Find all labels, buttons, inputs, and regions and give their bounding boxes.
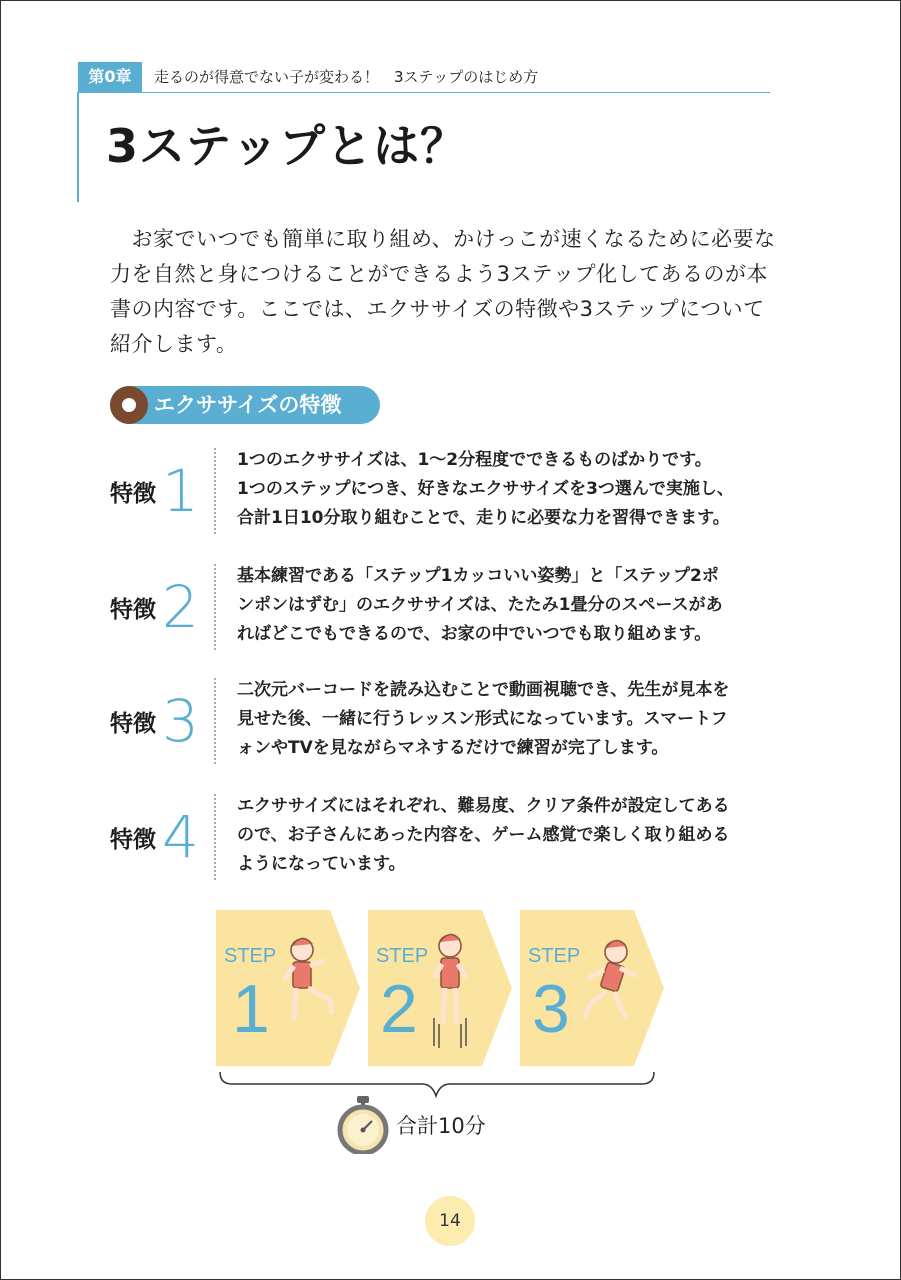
step-word: STEP bbox=[376, 945, 429, 967]
intro-line: お家でいつでも簡単に取り組め、かけっこが速くなるために必要な bbox=[110, 227, 776, 251]
feature-label bbox=[110, 792, 199, 882]
bullet-circle-icon bbox=[110, 386, 148, 424]
chapter-header bbox=[78, 62, 770, 93]
feature-text bbox=[237, 446, 797, 533]
brace-bracket bbox=[210, 1070, 670, 1100]
feature-word: 特徴 bbox=[110, 596, 156, 623]
feature-word: 特徴 bbox=[110, 480, 156, 507]
feature-item bbox=[110, 676, 790, 766]
feature-line: ォンやTVを見ながらマネするだけで練習が完了します。 bbox=[237, 738, 669, 758]
feature-number: 4 bbox=[162, 803, 199, 871]
feature-text bbox=[237, 676, 797, 763]
step-panel bbox=[520, 910, 664, 1066]
feature-line: 二次元バーコードを読み込むことで動画視聴でき、先生が見本を bbox=[237, 680, 730, 700]
feature-line: ればどこでもできるので、お家の中でいつでも取り組めます。 bbox=[237, 624, 712, 644]
feature-text bbox=[237, 562, 797, 649]
step-word: STEP bbox=[528, 945, 581, 967]
feature-label bbox=[110, 676, 199, 766]
intro-line: 書の内容です。ここでは、エクササイズの特徴や3ステップについて bbox=[110, 297, 765, 321]
feature-text bbox=[237, 792, 797, 879]
feature-divider bbox=[214, 678, 216, 764]
feature-word: 特徴 bbox=[110, 826, 156, 853]
feature-line: 1つのエクササイズは、1〜2分程度でできるものばかりです。 bbox=[237, 450, 712, 470]
page-title: 3ステップとは？ bbox=[106, 119, 468, 173]
feature-line: エクササイズにはそれぞれ、難易度、クリア条件が設定してある bbox=[237, 796, 730, 816]
feature-line: 合計1日10分取り組むことで、走りに必要な力を習得できます。 bbox=[237, 508, 730, 528]
step-panel bbox=[368, 910, 512, 1066]
intro-paragraph bbox=[110, 222, 790, 362]
feature-number: 2 bbox=[162, 573, 199, 641]
feature-divider bbox=[214, 564, 216, 650]
feature-line: ようになっています。 bbox=[237, 854, 406, 874]
chapter-title: 走るのが得意でない子が変わる！ 3ステップのはじめ方 bbox=[154, 68, 539, 86]
step-number: 2 bbox=[380, 971, 418, 1047]
feature-label bbox=[110, 562, 199, 652]
title-rule bbox=[77, 92, 79, 202]
feature-line: 1つのステップにつき、好きなエクササイズを3つ選んで実施し、 bbox=[237, 479, 734, 499]
chapter-tag: 第0章 bbox=[78, 62, 142, 92]
feature-item bbox=[110, 446, 790, 536]
feature-word: 特徴 bbox=[110, 710, 156, 737]
total-time-label: 合計10分 bbox=[396, 1114, 486, 1138]
stopwatch-icon bbox=[336, 1094, 390, 1154]
page-number: 14 bbox=[425, 1196, 475, 1246]
feature-number: 3 bbox=[162, 687, 199, 755]
feature-number: 1 bbox=[162, 457, 199, 525]
intro-line: 紹介します。 bbox=[110, 332, 238, 356]
feature-line: ンポンはずむ」のエクササイズは、たたみ1畳分のスペースがあ bbox=[237, 595, 723, 615]
feature-line: 基本練習である「ステップ1カッコいい姿勢」と「ステップ2ポ bbox=[237, 566, 719, 586]
step-panel bbox=[216, 910, 360, 1066]
intro-line: 力を自然と身につけることができるよう3ステップ化してあるのが本 bbox=[110, 262, 769, 286]
step-word: STEP bbox=[224, 945, 277, 967]
feature-line: 見せた後、一緒に行うレッスン形式になっています。スマートフ bbox=[237, 709, 728, 729]
feature-divider bbox=[214, 794, 216, 880]
feature-item bbox=[110, 562, 790, 652]
step-number: 3 bbox=[532, 971, 570, 1047]
feature-label bbox=[110, 446, 199, 536]
feature-line: ので、お子さんにあった内容を、ゲーム感覚で楽しく取り組める bbox=[237, 825, 730, 845]
step-number: 1 bbox=[232, 971, 270, 1047]
feature-divider bbox=[214, 448, 216, 534]
feature-item bbox=[110, 792, 790, 882]
steps-illustration bbox=[210, 906, 670, 1070]
section-heading: エクササイズの特徴 bbox=[154, 393, 342, 417]
